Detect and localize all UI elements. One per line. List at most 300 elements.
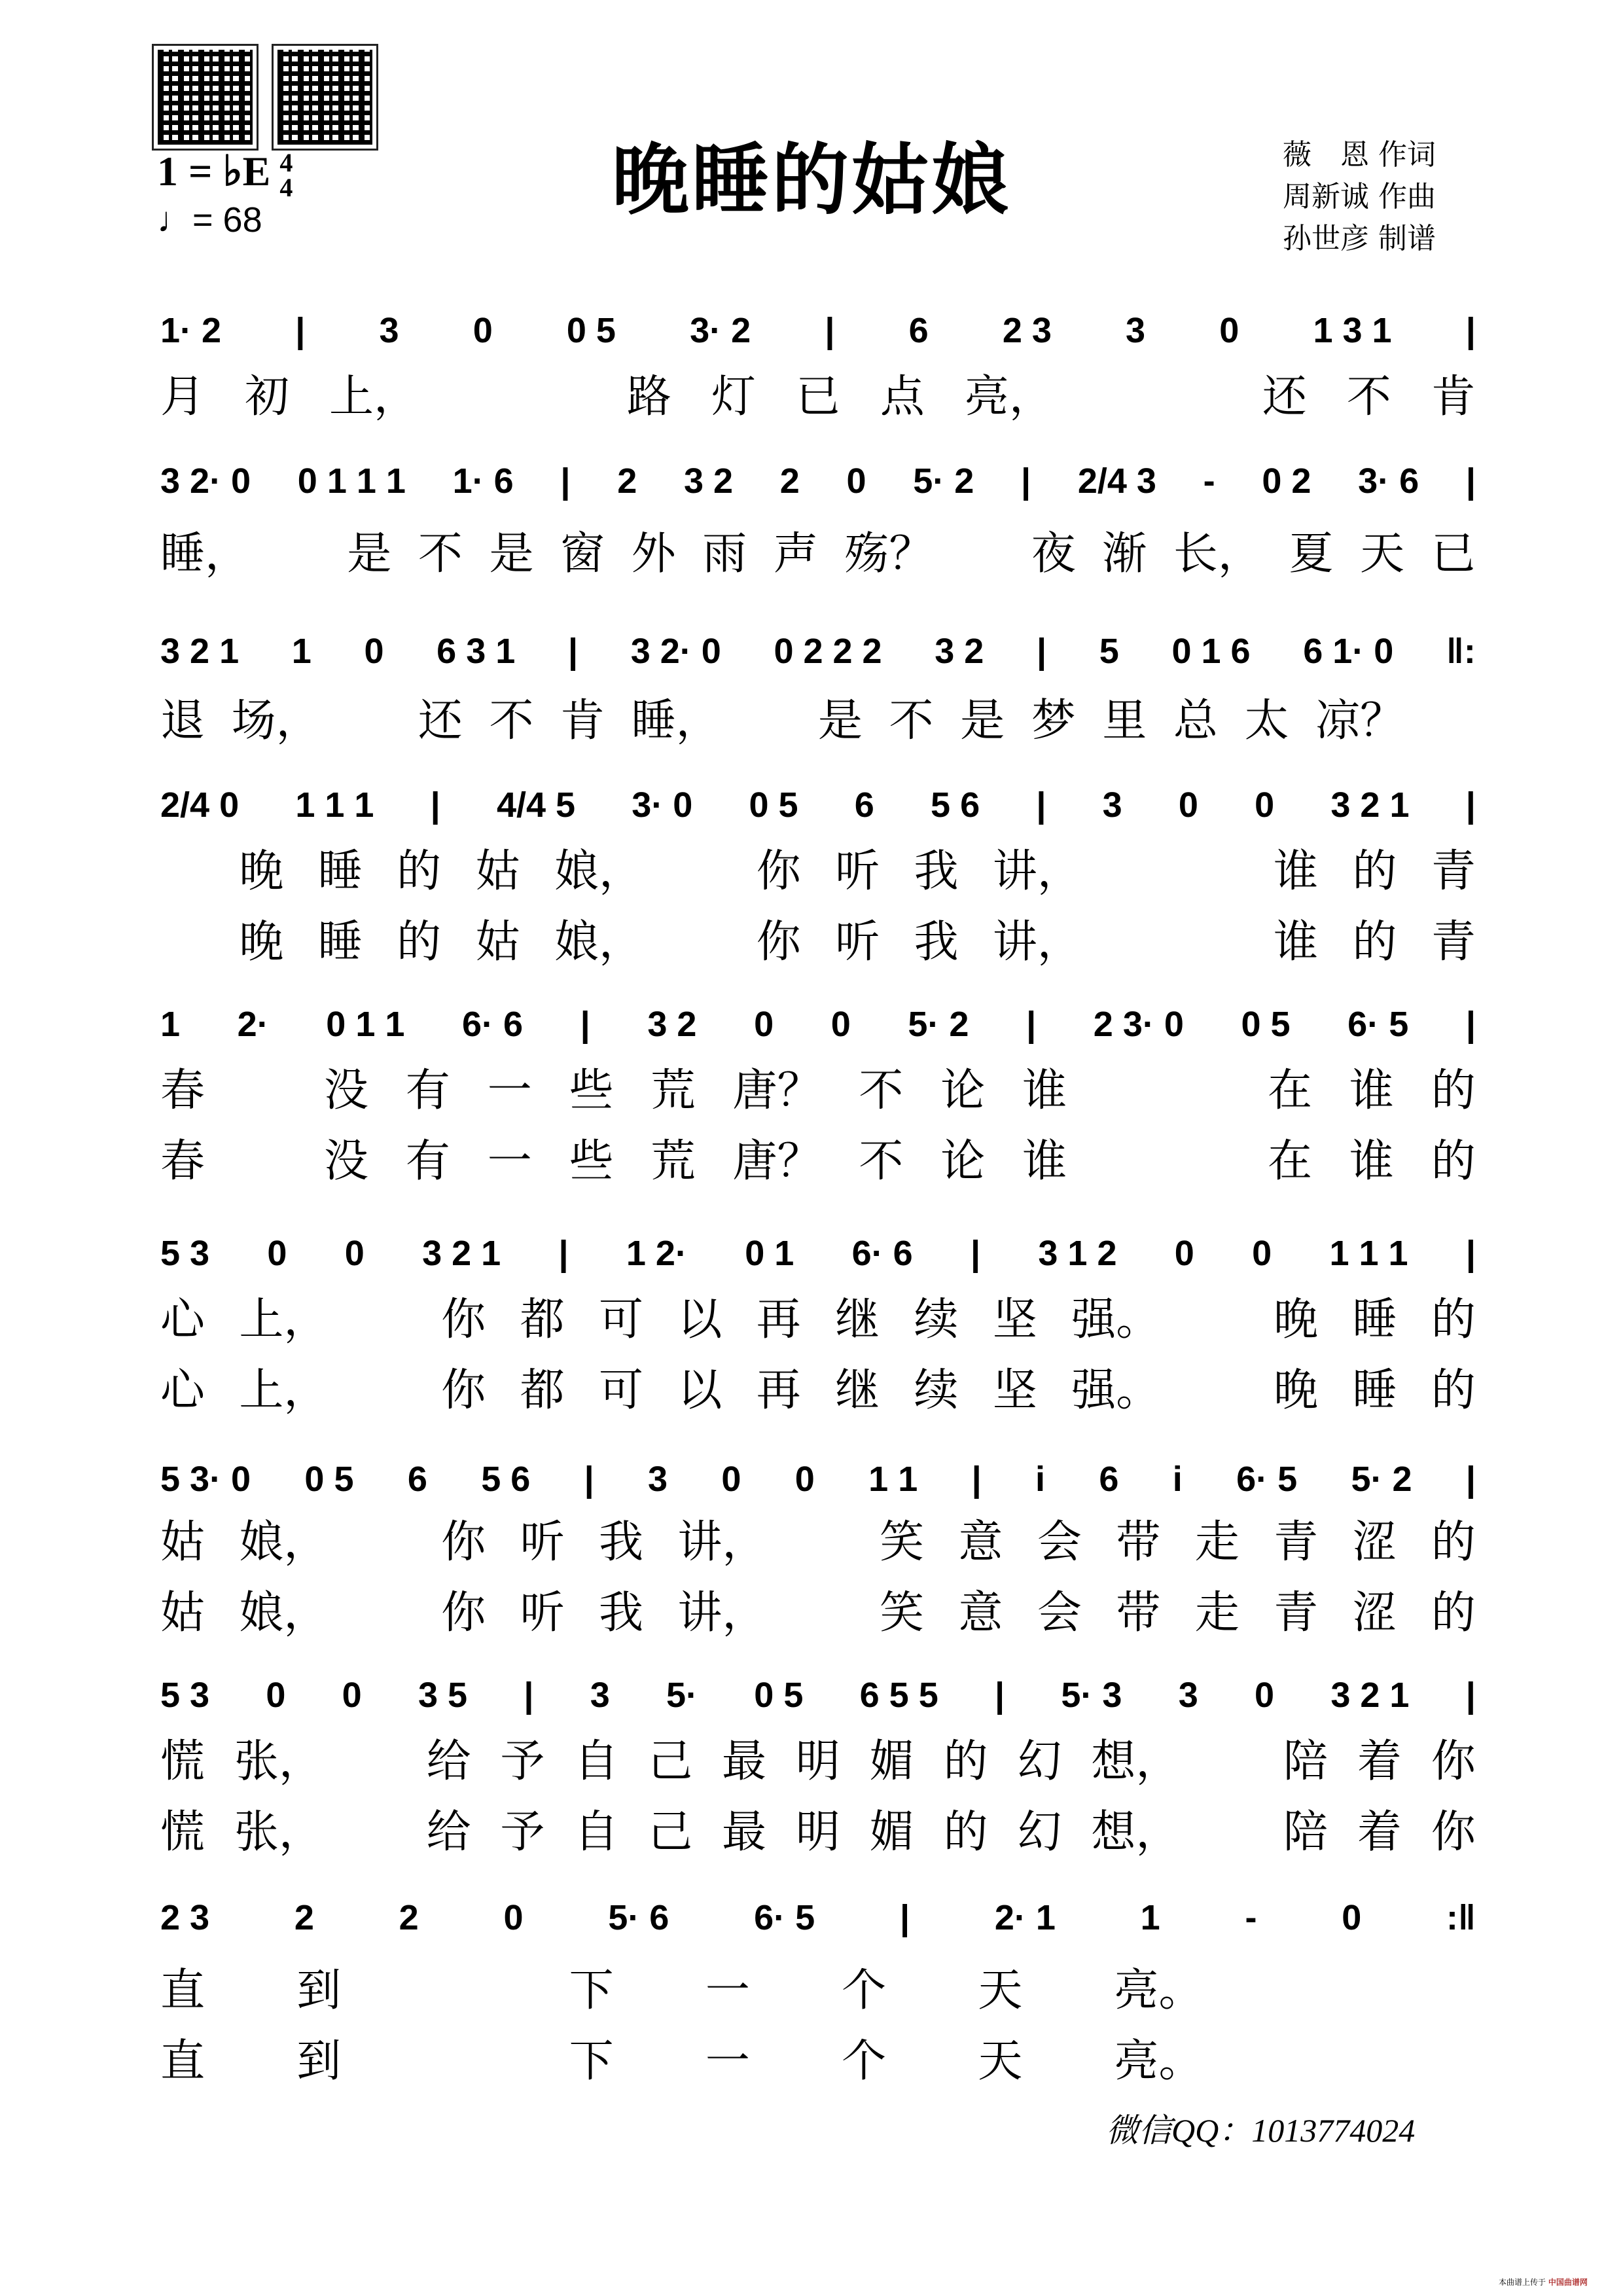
lyric-syllable [1094, 361, 1138, 425]
lyric-syllable: 场， [231, 694, 321, 747]
lyric-syllable: 讲， [992, 916, 1082, 968]
lyric-syllable: 不 [1346, 370, 1391, 423]
lyric-syllable: 里 [1102, 694, 1147, 747]
lyric-syllable [1195, 1355, 1240, 1418]
note-group: 1 [1140, 1898, 1160, 1937]
note-group: 3 2 1 [1330, 785, 1410, 825]
note-group: 5· 3 [1061, 1676, 1122, 1715]
note-group: 6 5 5 [859, 1676, 938, 1715]
barline: | [971, 1460, 982, 1499]
note-group: 3· 2 [690, 311, 751, 350]
lyric-syllable: 下 [569, 2035, 614, 2087]
lyric-syllable: 肯 [1431, 370, 1476, 423]
lyric-syllable: 的 [1352, 845, 1397, 897]
lyric-syllable [1209, 1797, 1254, 1860]
note-group: 0 [1178, 785, 1198, 825]
note-group: 0 [1174, 1234, 1194, 1273]
note-group: 0 [1255, 1676, 1275, 1715]
lyric-syllable: 睡， [160, 528, 250, 580]
lyric-syllable: 是 [489, 528, 534, 580]
note-group: 0 [267, 1234, 287, 1273]
lyric-line [160, 363, 1476, 422]
note-group: 1 1 1 [295, 785, 374, 825]
lyric-syllable: 带 [1116, 1516, 1161, 1568]
lyric-syllable: 坚 [992, 1364, 1037, 1416]
lyric-syllable: 谁 [1022, 1064, 1067, 1117]
lyric-syllable: 夜 [1031, 528, 1076, 580]
lyric-syllable: 渐 [1102, 528, 1147, 580]
barline: | [558, 1234, 569, 1273]
barline: | [970, 1234, 981, 1273]
lyric-syllable: 点 [880, 370, 925, 423]
lyric-syllable: 慌 [160, 1806, 205, 1858]
lyric-syllable: 意 [958, 1516, 1003, 1568]
lyric-syllable: 不 [859, 1064, 904, 1117]
note-group: 0 1 6 [1171, 632, 1251, 671]
lyric-syllable: 你 [1431, 1735, 1476, 1787]
note-group: 2 [294, 1898, 314, 1937]
lyric-syllable: 陪 [1283, 1735, 1329, 1787]
lyric-syllable: 涩 [1352, 1587, 1397, 1639]
lyric-line [160, 687, 1476, 746]
barline: | [295, 311, 306, 350]
lyric-syllable: 张， [234, 1806, 323, 1858]
lyric-syllable: 不 [489, 694, 534, 747]
note-group: 1 1 [868, 1460, 918, 1499]
lyric-syllable: 没 [323, 1135, 368, 1187]
lyric-syllable: 还 [1262, 370, 1307, 423]
lyric-syllable: 不 [889, 694, 934, 747]
note-group: 2 [399, 1898, 419, 1937]
lyric-syllable [363, 1577, 407, 1641]
lyric-syllable: 一 [705, 2035, 750, 2087]
lyric-syllable [960, 518, 1005, 582]
lyric-syllable: 娘， [239, 1516, 329, 1568]
barline: | [899, 1898, 910, 1937]
lyric-line [160, 1509, 1476, 1568]
lyric-syllable: 殇？ [844, 528, 934, 580]
lyric-syllable: 媚 [869, 1806, 914, 1858]
lyric-syllable: 荒 [651, 1135, 696, 1187]
note-group: 0 [794, 1460, 815, 1499]
lyric-syllable: 以 [677, 1364, 722, 1416]
lyric-syllable: 亮。 [1114, 1964, 1204, 2017]
lyric-syllable [677, 836, 722, 899]
note-group: 1 3 1 [1313, 311, 1392, 350]
note-group: 1 1 1 [1329, 1234, 1408, 1273]
note-group: 5· 6 [608, 1898, 669, 1937]
lyric-syllable: 明 [795, 1806, 840, 1858]
note-group: 0 2 [1262, 461, 1311, 501]
lyric-syllable: 我 [598, 1587, 643, 1639]
lyric-syllable [1186, 1055, 1230, 1119]
lyric-syllable: 都 [520, 1293, 565, 1346]
lyric-syllable: 窗 [560, 528, 605, 580]
lyric-syllable: 天 [978, 2035, 1023, 2087]
time-top: 4 [279, 148, 293, 178]
lyric-syllable [1295, 1955, 1340, 2018]
lyric-syllable: 都 [520, 1364, 565, 1416]
arranger: 孙世彦 制谱 [1283, 222, 1436, 255]
lyric-syllable: 有 [405, 1064, 450, 1117]
lyric-syllable: 到 [296, 2035, 342, 2087]
notation-row [160, 1456, 1476, 1502]
lyric-syllable: 娘， [554, 845, 643, 897]
note-group: 0 [344, 1234, 365, 1273]
lyric-syllable: 一 [705, 1964, 750, 2017]
key-signature [157, 147, 293, 203]
lyric-syllable: 你 [441, 1587, 486, 1639]
lyric-syllable [1195, 836, 1240, 899]
barline: | [995, 1676, 1005, 1715]
tempo-marking: ♩= 68 [157, 200, 262, 240]
source-prefix: 本曲谱上传于 [1499, 2278, 1546, 2287]
note-group: 3· 0 [632, 785, 693, 825]
note-group: 6 [908, 311, 929, 350]
note-group: 3 2 [683, 461, 734, 501]
lyric-syllable [1186, 1126, 1230, 1189]
note-group: 1· 6 [452, 461, 514, 501]
note-group: 6· 6 [851, 1234, 913, 1273]
note-group: 6 [407, 1460, 427, 1499]
lyric-syllable: 陪 [1283, 1806, 1329, 1858]
lyric-syllable: 不 [418, 528, 463, 580]
barline: | [1036, 785, 1046, 825]
lyric-syllable: 笑 [880, 1587, 925, 1639]
lyric-syllable: 己 [648, 1735, 693, 1787]
note-group: 0 [342, 1676, 362, 1715]
lyric-syllable: 谁 [1274, 916, 1319, 968]
lyric-syllable: 我 [914, 916, 959, 968]
lyric-syllable [747, 685, 791, 749]
note-group: 5 3 [160, 1676, 210, 1715]
lyric-syllable: 继 [835, 1293, 880, 1346]
lyric-syllable: 亮。 [1114, 2035, 1204, 2087]
note-group: 4/4 5 [496, 785, 576, 825]
note-group: 0 5 [1241, 1005, 1291, 1044]
barline: | [1465, 1234, 1476, 1273]
lyric-syllable: 自 [574, 1735, 619, 1787]
lyric-syllable: 听 [835, 916, 880, 968]
lyric-syllable: 论 [940, 1135, 986, 1187]
lyric-syllable: 睡 [317, 845, 363, 897]
lyric-syllable: 强。 [1071, 1293, 1161, 1346]
lyric-syllable: 些 [569, 1064, 614, 1117]
lyric-syllable: 直 [160, 1964, 205, 2017]
barline: | [1465, 1676, 1476, 1715]
lyric-syllable: 月 [160, 370, 205, 423]
lyric-syllable: 可 [598, 1293, 643, 1346]
time-signature [279, 148, 293, 203]
lyric-syllable: 给 [426, 1806, 471, 1858]
lyric-syllable: 明 [795, 1735, 840, 1787]
note-group: 6· 5 [754, 1898, 815, 1937]
barline: :‖ [1446, 1898, 1476, 1937]
barline: | [1465, 311, 1476, 350]
note-group: 3 2· 0 [630, 632, 721, 671]
lyric-syllable: 灯 [711, 370, 756, 423]
source-credit [1499, 2276, 1588, 2287]
note-group: 6 [1099, 1460, 1119, 1499]
note-group: 3 2 [647, 1005, 697, 1044]
lyric-syllable: 会 [1037, 1516, 1082, 1568]
lyric-syllable: 给 [426, 1735, 471, 1787]
lyric-syllable: 的 [1431, 1293, 1476, 1346]
lyric-syllable [801, 1507, 846, 1570]
note-group: 0 [1342, 1898, 1362, 1937]
lyric-line [160, 1728, 1476, 1787]
lyric-syllable [1195, 906, 1240, 970]
lyric-syllable: 你 [756, 845, 801, 897]
note-group: 6 [854, 785, 874, 825]
note-group: 3 [379, 311, 399, 350]
lyric-syllable: 己 [648, 1806, 693, 1858]
lyric-line [160, 908, 1476, 967]
lyric-syllable: 的 [1431, 1516, 1476, 1568]
lyric-syllable: 在 [1267, 1135, 1312, 1187]
note-group: 3 1 2 [1038, 1234, 1117, 1273]
note-group: 0 5 [566, 311, 616, 350]
lyric-syllable [242, 1126, 287, 1189]
note-group: 2 [779, 461, 800, 501]
lyric-syllable: 继 [835, 1364, 880, 1416]
note-group: 6· 5 [1236, 1460, 1298, 1499]
notation-row [160, 628, 1476, 674]
lyric-syllable: 凉？ [1315, 694, 1405, 747]
barline: | [1036, 632, 1047, 671]
lyric-syllable: 的 [1431, 1587, 1476, 1639]
lyric-line [160, 1286, 1476, 1345]
lyric-syllable: 春 [160, 1064, 205, 1117]
notation-row [160, 1672, 1476, 1718]
note-group: 5· 2 [1351, 1460, 1412, 1499]
barline: | [567, 632, 579, 671]
note-group: 0 [721, 1460, 741, 1499]
note-group: i [1172, 1460, 1183, 1499]
lyric-syllable: 姑 [475, 845, 520, 897]
lyric-syllable: 自 [574, 1806, 619, 1858]
lyric-syllable: 幻 [1017, 1806, 1062, 1858]
note-group: 0 5 [754, 1676, 804, 1715]
lyric-syllable: 一 [487, 1135, 532, 1187]
lyric-syllable: 姑 [160, 1587, 205, 1639]
lyric-syllable: 强。 [1071, 1364, 1161, 1416]
lyric-syllable [1104, 1126, 1149, 1189]
note-group: 0 2 2 2 [774, 632, 882, 671]
note-group: 6· 5 [1347, 1005, 1409, 1044]
lyric-line [160, 1957, 1476, 2016]
note-group: 2/4 3 [1077, 461, 1156, 501]
note-group: 5 3· 0 [160, 1460, 251, 1499]
note-group: 0 [473, 311, 493, 350]
note-group: 2 3 [160, 1898, 210, 1937]
note-group: 6· 6 [462, 1005, 524, 1044]
note-group: 0 5 [304, 1460, 354, 1499]
note-group: 0 5 [749, 785, 798, 825]
note-group: 3 [648, 1460, 668, 1499]
lyric-line [160, 1579, 1476, 1638]
note-group: 1· 2 [160, 311, 222, 350]
lyric-syllable: 睡 [1352, 1364, 1397, 1416]
lyric-syllable: 的 [397, 916, 442, 968]
lyric-syllable: 唐？ [732, 1064, 822, 1117]
lyric-syllable: 睡， [631, 694, 721, 747]
lyric-syllable: 讲， [677, 1587, 767, 1639]
lyric-syllable: 姑 [160, 1516, 205, 1568]
lyric-syllable: 着 [1357, 1806, 1402, 1858]
lyric-syllable [1116, 906, 1160, 970]
lyric-syllable [1295, 2026, 1340, 2089]
lyric-syllable [1104, 1055, 1149, 1119]
note-group: 5· 2 [908, 1005, 969, 1044]
lyric-syllable: 的 [1431, 1135, 1476, 1187]
source-site: 中国曲谱网 [1548, 2278, 1588, 2287]
lyric-syllable: 讲， [992, 845, 1082, 897]
lyric-syllable: 的 [943, 1735, 988, 1787]
lyric-syllable: 唐？ [732, 1135, 822, 1187]
note-group: 6 3 1 [437, 632, 516, 671]
lyric-syllable: 下 [569, 1964, 614, 2017]
note-group: 3 2 1 [160, 632, 240, 671]
note-group: 0 1 [745, 1234, 794, 1273]
note-group: 0 [754, 1005, 774, 1044]
lyric-syllable: 会 [1037, 1587, 1082, 1639]
lyric-syllable: 想， [1091, 1806, 1181, 1858]
lyric-syllable: 直 [160, 2035, 205, 2087]
lyric-line [160, 1799, 1476, 1857]
lyric-syllable: 已 [795, 370, 840, 423]
lyric-syllable: 长， [1173, 528, 1262, 580]
lyric-syllable: 张， [234, 1735, 323, 1787]
barline: | [1026, 1005, 1037, 1044]
lyric-syllable: 涩 [1352, 1516, 1397, 1568]
note-group: 1 2· [626, 1234, 687, 1273]
lyric-syllable: 是 [960, 694, 1005, 747]
lyric-syllable: 上， [239, 1364, 329, 1416]
note-group: 0 [1255, 785, 1275, 825]
lyric-syllable: 走 [1194, 1587, 1240, 1639]
lyric-syllable: 心 [160, 1293, 205, 1346]
note-group: 5· [666, 1676, 698, 1715]
lyric-line [160, 838, 1476, 897]
lyric-syllable: 续 [914, 1364, 959, 1416]
lyric-syllable: 最 [722, 1735, 767, 1787]
lyric-syllable: 姑 [475, 916, 520, 968]
lyric-syllable: 笑 [880, 1516, 925, 1568]
lyric-syllable: 声 [773, 528, 818, 580]
note-group: 3 [1178, 1676, 1198, 1715]
lyric-syllable: 你 [1431, 1806, 1476, 1858]
lyric-syllable: 我 [914, 845, 959, 897]
notation-row [160, 308, 1476, 353]
lyric-syllable: 心 [160, 1364, 205, 1416]
note-group: 1 [291, 632, 312, 671]
lyric-syllable: 天 [1360, 528, 1405, 580]
lyric-syllable: 你 [756, 916, 801, 968]
lyric-syllable [363, 1284, 407, 1348]
note-group: 0 [846, 461, 866, 501]
lyric-line [160, 1057, 1476, 1116]
lyric-syllable: 肯 [560, 694, 605, 747]
lyric-syllable: 没 [323, 1064, 368, 1117]
note-group: 0 1 1 [326, 1005, 405, 1044]
lyric-syllable [160, 906, 205, 970]
notation-row [160, 782, 1476, 828]
lyric-syllable: 退 [160, 694, 205, 747]
lyric-syllable [1431, 1955, 1476, 2018]
note-group: 5 6 [931, 785, 980, 825]
barline: | [430, 785, 440, 825]
note-group: - [1245, 1898, 1257, 1937]
lyric-syllable: 亮， [964, 370, 1054, 423]
note-group: 3 2 1 [422, 1234, 501, 1273]
lyric-syllable: 在 [1267, 1064, 1312, 1117]
lyric-syllable [801, 1577, 846, 1641]
note-group: 2· [237, 1005, 269, 1044]
lyric-syllable: 是 [347, 528, 392, 580]
lyric-syllable: 青 [1274, 1516, 1319, 1568]
lyric-syllable: 以 [677, 1293, 722, 1346]
barline: | [584, 1460, 594, 1499]
lyric-syllable: 太 [1244, 694, 1289, 747]
lyric-syllable [347, 685, 391, 749]
lyric-line [160, 2028, 1476, 2087]
composer: 周新诚 作曲 [1283, 180, 1436, 213]
barline: ‖: [1446, 632, 1476, 671]
note-group: 5 [1099, 632, 1119, 671]
note-group: 0 1 1 1 [297, 461, 406, 501]
lyric-syllable: 外 [631, 528, 676, 580]
lyric-syllable: 晚 [1274, 1293, 1319, 1346]
lyric-syllable: 想， [1091, 1735, 1181, 1787]
lyric-syllable: 梦 [1031, 694, 1076, 747]
lyric-syllable [433, 1955, 477, 2018]
barline: | [825, 311, 835, 350]
lyric-syllable: 可 [598, 1364, 643, 1416]
barline: | [1465, 461, 1476, 501]
lyric-syllable: 上， [329, 370, 418, 423]
lyric-syllable: 天 [978, 1964, 1023, 2017]
lyric-syllable [242, 1055, 287, 1119]
lyric-syllable: 坚 [992, 1293, 1037, 1346]
time-bottom: 4 [279, 173, 293, 203]
barline: | [1465, 1460, 1476, 1499]
note-group: 2 3 [1002, 311, 1052, 350]
barline: | [560, 461, 571, 501]
note-group: 0 [503, 1898, 524, 1937]
note-group: - [1203, 461, 1215, 501]
lyric-syllable: 听 [520, 1587, 565, 1639]
note-group: 3 [1126, 311, 1146, 350]
lyric-syllable: 的 [1352, 916, 1397, 968]
note-group: 3 2 1 [1330, 1676, 1410, 1715]
lyricist: 薇 恩 作词 [1283, 138, 1436, 171]
lyric-syllable: 青 [1431, 916, 1476, 968]
lyric-syllable: 个 [842, 2035, 887, 2087]
lyric-syllable: 晚 [1274, 1364, 1319, 1416]
note-group: 5 6 [481, 1460, 531, 1499]
lyric-syllable: 你 [441, 1293, 486, 1346]
lyric-syllable: 谁 [1349, 1135, 1394, 1187]
lyric-syllable: 谁 [1022, 1135, 1067, 1187]
key-label: 1 = ♭E [157, 148, 271, 194]
song-title: 晚睡的姑娘 [611, 134, 1011, 225]
lyric-syllable: 总 [1173, 694, 1218, 747]
note-group: i [1035, 1460, 1046, 1499]
note-group: 3 2 [935, 632, 984, 671]
lyric-syllable: 到 [296, 1964, 342, 2017]
lyric-syllable: 媚 [869, 1735, 914, 1787]
